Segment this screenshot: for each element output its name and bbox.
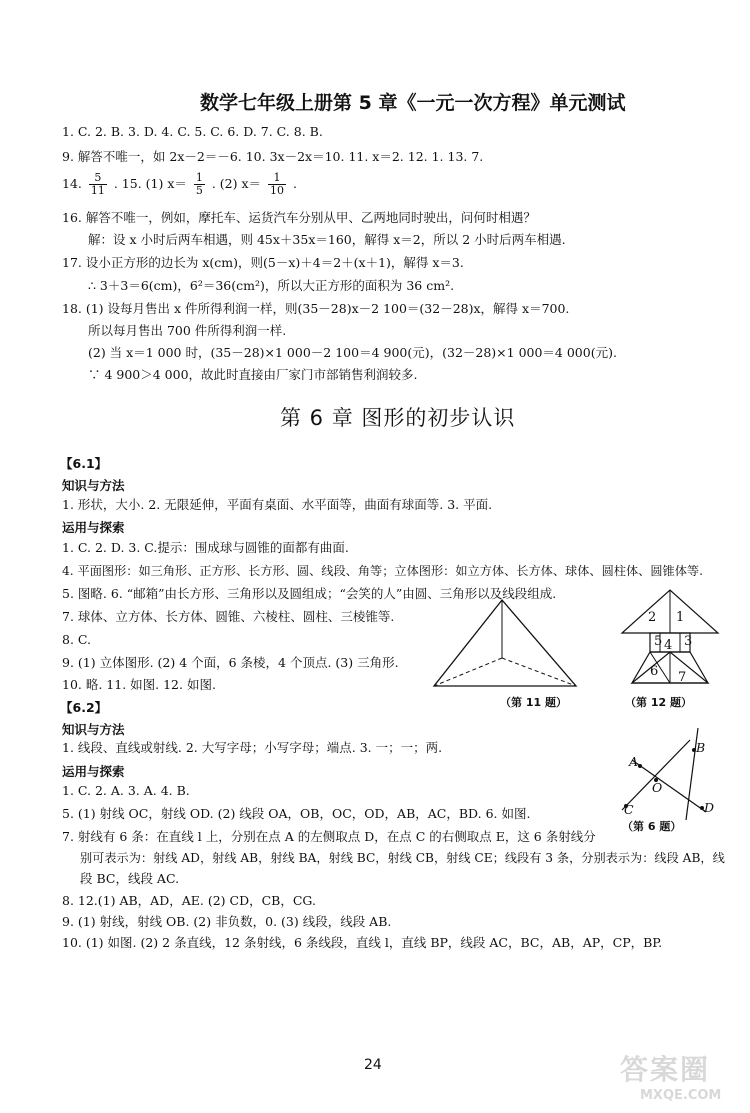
answer-line: 1. C. 2. B. 3. D. 4. C. 5. C. 6. D. 7. C. 8. B.: [62, 124, 323, 139]
answer-line: 别可表示为：射线 AD，射线 AB，射线 BA，射线 BC，射线 CB，射线 CE；线段有 3 条，分别表示为：线段 AB，线: [80, 851, 725, 865]
q14-label: 14.: [62, 176, 82, 191]
tangram-label: 5: [654, 634, 663, 649]
answer-line: 段 BC，线段 AC.: [80, 871, 180, 886]
answer-line: 1. C. 2. A. 3. A. 4. B.: [62, 783, 190, 798]
answer-line: 7. 射线有 6 条：在直线 l 上，分别在点 A 的左侧取点 D，在点 C 的右侧取点 E，这 6 条射线分: [62, 829, 596, 844]
section-heading: 【6.2】: [60, 700, 108, 715]
figure-12-caption: （第 12 题）: [625, 696, 692, 709]
answer-line: 17. 设小正方形的边长为 x(cm)，则(5－x)＋4＝2＋(x＋1)，解得 x＝3.: [62, 255, 464, 270]
answer-line: ∴ 3＋3＝6(cm)，6²＝36(cm²)，所以大正方形的面积为 36 cm².: [88, 278, 455, 293]
answer-line: 9. 解答不唯一，如 2x－2＝－6. 10. 3x－2x＝10. 11. x＝2. 12. 1. 13. 7.: [62, 149, 484, 164]
page-number: 24: [364, 1057, 382, 1073]
tangram-label: 1: [676, 610, 685, 625]
tangram-label: 7: [678, 670, 687, 685]
answer-line: 1. 线段、直线或射线. 2. 大写字母；小写字母；端点. 3. 一；一；两.: [62, 740, 443, 755]
section-heading: 【6.1】: [60, 456, 108, 471]
subsection-heading: 运用与探索: [62, 520, 125, 535]
answer-line: 解：设 x 小时后两车相遇，则 45x＋35x＝160，解得 x＝2，所以 2 小时后两车相遇.: [88, 232, 566, 247]
point-label: C: [624, 802, 634, 817]
fraction-14: $\frac{5}{11}$: [90, 171, 105, 197]
q15-label: . 15. (1) x＝: [113, 176, 187, 191]
period: .: [293, 176, 297, 191]
answer-line: 18. (1) 设每月售出 x 件所得利润一样，则(35－28)x－2 100＝(32－28)x，解得 x＝700.: [62, 301, 570, 316]
fraction-15a: $\frac{1}{5}$: [195, 171, 203, 197]
tangram-label: 2: [648, 610, 657, 625]
tangram-label: 6: [650, 664, 659, 679]
answer-line: 1. 形状，大小. 2. 无限延伸，平面有桌面、水平面等，曲面有球面等. 3. 平面.: [62, 497, 493, 512]
point-label: D: [704, 800, 715, 815]
answer-line: ∵ 4 900＞4 000，故此时直接由厂家门市部销售利润较多.: [88, 367, 418, 382]
figure-11-pyramid: [430, 598, 580, 690]
answer-line: 所以每月售出 700 件所得利润一样.: [88, 323, 287, 338]
answer-line: 5. (1) 射线 OC，射线 OD. (2) 线段 OA，OB，OC，OD，AB，AC，BD. 6. 如图.: [62, 806, 531, 821]
point-label: B: [696, 740, 706, 755]
figure-11-caption: （第 11 题）: [500, 696, 567, 709]
answer-line: 8. 12.(1) AB，AD，AE. (2) CD，CB，CG.: [62, 893, 316, 908]
answer-line: 1. C. 2. D. 3. C.提示：围成球与圆锥的面都有曲面.: [62, 540, 349, 555]
watermark-logo: 答案圈: [620, 1053, 711, 1086]
point-label: O: [652, 780, 663, 795]
answer-line: (2) 当 x＝1 000 时，(35－28)×1 000－2 100＝4 900(元)，(32－28)×1 000＝4 000(元).: [88, 345, 617, 360]
watermark-url: MXQE.COM: [640, 1088, 722, 1103]
subsection-heading: 知识与方法: [62, 722, 125, 737]
subsection-heading: 运用与探索: [62, 764, 125, 779]
page-title: 数学七年级上册第 5 章《一元一次方程》单元测试: [200, 92, 626, 114]
tangram-label: 4: [664, 638, 673, 653]
tangram-label: 3: [684, 634, 693, 649]
subsection-heading: 知识与方法: [62, 478, 125, 493]
answer-line: 9. (1) 射线，射线 OB. (2) 非负数，0. (3) 线段，线段 AB.: [62, 914, 392, 929]
answer-line: 5. 图略. 6. “邮箱”由长方形、三角形以及圆组成；“会笑的人”由圆、三角形以及线段组成.: [62, 586, 557, 601]
answer-line: 10. 略. 11. 如图. 12. 如图.: [62, 677, 216, 692]
answer-line: 8. C.: [62, 632, 91, 647]
figure-6-caption: （第 6 题）: [622, 820, 682, 833]
answer-line: 4. 平面图形：如三角形、正方形、长方形、圆、线段、角等；立体图形：如立方体、长方体、球体、圆柱体、圆锥体等.: [62, 564, 703, 578]
answer-line: 10. (1) 如图. (2) 2 条直线，12 条射线，6 条线段，直线 l，直线 BP，线段 AC，BC，AB，AP，CP，BP.: [62, 935, 663, 950]
answer-line-fractions: [62, 172, 297, 197]
chapter-title: 第 6 章 图形的初步认识: [280, 406, 516, 430]
q15-part2-label: . (2) x＝: [211, 176, 262, 191]
answer-line: 7. 球体、立方体、长方体、圆锥、六棱柱、圆柱、三棱锥等.: [62, 609, 395, 624]
fraction-15b: $\frac{1}{10}$: [270, 171, 285, 197]
point-label: A: [629, 754, 639, 769]
answer-line: 16. 解答不唯一，例如，摩托车、运货汽车分别从甲、乙两地同时驶出，问何时相遇？: [62, 210, 536, 225]
answer-line: 9. (1) 立体图形. (2) 4 个面，6 条棱，4 个顶点. (3) 三角形.: [62, 655, 399, 670]
